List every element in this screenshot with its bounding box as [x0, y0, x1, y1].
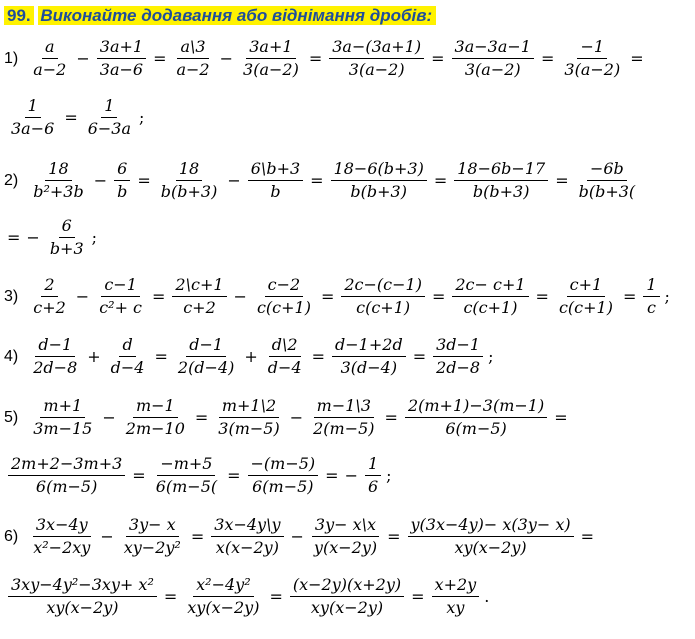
denominator: y(x−2y)	[313, 538, 378, 558]
denominator: x(x−2y)	[215, 538, 279, 558]
denominator: c(c+1)	[558, 298, 613, 318]
denominator: b	[270, 182, 281, 202]
fraction	[454, 160, 548, 202]
operator: =	[580, 527, 594, 547]
numerator: c+1	[567, 276, 606, 297]
numerator: 3y− x	[126, 516, 179, 537]
fraction	[240, 38, 302, 80]
fraction	[215, 397, 282, 439]
numerator: 18	[45, 160, 71, 181]
operator: =	[269, 587, 283, 607]
numerator: c−1	[101, 276, 140, 297]
numerator: 2m+2−3m+3	[8, 455, 125, 476]
operator: =	[153, 49, 167, 69]
item-label: 2)	[4, 171, 19, 189]
numerator: 3xy−4y²−3xy+ x²	[8, 576, 157, 597]
operator: −	[219, 49, 234, 69]
fraction	[30, 397, 95, 439]
denominator: 3a−6	[11, 119, 55, 139]
fraction	[47, 217, 87, 259]
fraction	[365, 455, 381, 497]
denominator: c²+ c	[99, 298, 143, 318]
fraction	[341, 276, 425, 318]
denominator: b	[117, 182, 128, 202]
operator: =	[320, 287, 335, 307]
fraction	[123, 397, 188, 439]
numerator: 3y− x\x	[312, 516, 379, 537]
item-label: 5)	[4, 408, 19, 426]
numerator: 3a−(3a+1)	[329, 38, 424, 59]
denominator: c(c+1)	[256, 298, 311, 318]
denominator: 2m−10	[125, 419, 185, 439]
denominator: 3(a−2)	[464, 60, 521, 80]
operator: +	[244, 347, 258, 367]
fraction	[248, 455, 319, 497]
fraction	[158, 160, 221, 202]
operator: =	[431, 49, 445, 69]
operator: =	[190, 527, 205, 547]
fraction	[175, 336, 238, 378]
denominator: xy(x−2y)	[46, 598, 119, 618]
numerator: a\3	[177, 38, 208, 59]
numerator: 2	[41, 276, 57, 297]
fraction	[433, 336, 483, 378]
operator: =	[7, 228, 21, 248]
operator: −	[75, 287, 90, 307]
operator: =	[152, 287, 166, 307]
numerator: d−1+2d	[332, 336, 406, 357]
denominator: 3(a−2)	[564, 60, 621, 80]
denominator: b+3	[49, 239, 84, 259]
fraction	[452, 276, 528, 318]
denominator: c(c+1)	[356, 298, 411, 318]
numerator: 18−6b−17	[454, 160, 548, 181]
denominator: c	[646, 298, 656, 318]
numerator: 2\c+1	[172, 276, 226, 297]
operator: −	[233, 287, 247, 307]
numerator: 3a+1	[246, 38, 295, 59]
punctuation: ;	[488, 347, 494, 367]
denominator: c+2	[33, 298, 66, 318]
operator: =	[384, 408, 398, 428]
operator: =	[554, 408, 568, 428]
exercise-number: 99.	[4, 6, 34, 25]
fraction	[331, 160, 427, 202]
numerator: x²−4y²	[193, 576, 253, 597]
solution-line-4	[4, 336, 494, 378]
numerator: y(3x−4y)− x(3y− x)	[408, 516, 574, 537]
operator: =	[622, 287, 637, 307]
fraction	[172, 276, 226, 318]
fraction	[184, 576, 262, 618]
fraction	[121, 516, 184, 558]
denominator: 3(m−5)	[218, 419, 280, 439]
fraction	[452, 38, 534, 80]
denominator: a−2	[33, 60, 67, 80]
numerator: 6\b+3	[248, 160, 303, 181]
fraction	[329, 38, 424, 80]
fraction	[332, 336, 406, 378]
item-label: 6)	[4, 527, 19, 545]
denominator: xy−2y²	[123, 538, 181, 558]
operator: −	[227, 171, 241, 191]
numerator: 1	[643, 276, 659, 297]
fraction	[254, 276, 314, 318]
operator: −	[93, 171, 108, 191]
fraction	[405, 397, 547, 439]
denominator: b(b+3)	[350, 182, 407, 202]
denominator: a−2	[176, 60, 210, 80]
numerator: (x−2y)(x+2y)	[290, 576, 404, 597]
denominator: d−4	[267, 358, 302, 378]
fraction	[30, 276, 69, 318]
operator: −	[290, 527, 304, 547]
fraction	[8, 97, 57, 139]
denominator: 2d−8	[436, 358, 481, 378]
denominator: 6−3a	[87, 119, 132, 139]
denominator: 6(m−5(	[155, 477, 218, 497]
operator: =	[433, 171, 448, 191]
solution-line-6-cont	[4, 576, 489, 618]
punctuation: ;	[91, 228, 98, 248]
fraction	[265, 336, 305, 378]
operator: −	[344, 466, 358, 486]
denominator: b²+3b	[33, 182, 84, 202]
fraction	[561, 38, 623, 80]
denominator: 6(m−5)	[445, 419, 507, 439]
denominator: b(b+3(	[578, 182, 636, 202]
denominator: xy(x−2y)	[310, 598, 384, 618]
numerator: d\2	[269, 336, 301, 357]
fraction	[30, 336, 80, 378]
denominator: 2d−8	[33, 358, 78, 378]
fraction	[153, 455, 220, 497]
numerator: 6	[114, 160, 130, 181]
numerator: −(m−5)	[248, 455, 319, 476]
punctuation: ;	[139, 108, 145, 128]
fraction	[8, 576, 157, 618]
operator: =	[154, 347, 168, 367]
fraction	[643, 276, 659, 318]
operator: =	[64, 108, 78, 128]
numerator: 2c−(c−1)	[341, 276, 425, 297]
denominator: 3(d−4)	[340, 358, 398, 378]
operator: =	[411, 587, 425, 607]
operator: −	[102, 408, 116, 428]
numerator: 1	[25, 97, 41, 118]
operator: =	[310, 171, 324, 191]
exercise-header	[4, 6, 436, 26]
numerator: 2c− c+1	[452, 276, 528, 297]
denominator: 2(m−5)	[313, 419, 375, 439]
numerator: d−1	[35, 336, 75, 357]
operator: −	[76, 49, 90, 69]
operator: =	[630, 49, 644, 69]
solution-line-3	[4, 276, 670, 318]
denominator: 6(m−5)	[35, 477, 98, 497]
fraction	[30, 160, 86, 202]
solution-line-2-cont	[4, 217, 97, 259]
numerator: −1	[577, 38, 607, 59]
fraction	[173, 38, 212, 80]
fraction	[211, 516, 283, 558]
numerator: m+1	[40, 397, 85, 418]
numerator: m−1	[133, 397, 178, 418]
fraction	[432, 576, 480, 618]
item-label: 1)	[4, 49, 19, 67]
solution-line-2	[4, 160, 642, 202]
numerator: a	[42, 38, 58, 59]
fraction	[114, 160, 130, 202]
fraction	[30, 38, 69, 80]
operator: =	[555, 171, 569, 191]
denominator: 6	[367, 477, 379, 497]
denominator: d−4	[110, 358, 145, 378]
numerator: 3a+1	[97, 38, 146, 59]
fraction	[576, 160, 639, 202]
denominator: c(c+1)	[463, 298, 518, 318]
fraction	[311, 516, 380, 558]
numerator: d−1	[186, 336, 226, 357]
solution-line-5	[4, 397, 571, 439]
denominator: xy(x−2y)	[187, 598, 260, 618]
fraction	[248, 160, 303, 202]
numerator: c−2	[265, 276, 304, 297]
operator: −	[26, 228, 40, 248]
operator: =	[325, 466, 339, 486]
fraction	[97, 38, 146, 80]
numerator: 18	[176, 160, 202, 181]
operator: =	[194, 408, 209, 428]
fraction	[408, 516, 574, 558]
denominator: xy(x−2y)	[454, 538, 527, 558]
solution-line-5-cont	[4, 455, 392, 497]
numerator: m−1\3	[314, 397, 374, 418]
numerator: 3a−3a−1	[452, 38, 534, 59]
numerator: m+1\2	[219, 397, 279, 418]
operator: −	[100, 527, 114, 547]
solution-line-6	[4, 516, 597, 558]
numerator: 3x−4y	[33, 516, 91, 537]
fraction	[290, 576, 404, 618]
operator: =	[431, 287, 446, 307]
denominator: 3a−6	[99, 60, 144, 80]
operator: =	[535, 287, 549, 307]
operator: =	[227, 466, 241, 486]
denominator: b(b+3)	[160, 182, 218, 202]
denominator: 3(a−2)	[348, 60, 405, 80]
numerator: 18−6(b+3)	[331, 160, 427, 181]
punctuation: .	[484, 587, 490, 607]
denominator: x²−2xy	[33, 538, 91, 558]
operator: =	[412, 347, 427, 367]
denominator: xy	[446, 598, 465, 618]
numerator: 3x−4y\y	[211, 516, 283, 537]
numerator: 1	[365, 455, 381, 476]
operator: +	[87, 347, 101, 367]
numerator: 3d−1	[433, 336, 483, 357]
fraction	[310, 397, 377, 439]
fraction	[556, 276, 616, 318]
fraction	[30, 516, 93, 558]
denominator: 6(m−5)	[252, 477, 314, 497]
exercise-title: Виконайте додавання або віднімання дробів:	[38, 6, 436, 25]
fraction	[108, 336, 148, 378]
item-label: 4)	[4, 347, 19, 365]
numerator: −m+5	[157, 455, 215, 476]
numerator: 2(m+1)−3(m−1)	[405, 397, 547, 418]
denominator: b(b+3)	[472, 182, 530, 202]
operator: =	[163, 587, 178, 607]
operator: =	[308, 49, 323, 69]
denominator: 3(a−2)	[243, 60, 299, 80]
fraction	[96, 276, 145, 318]
fraction	[85, 97, 134, 139]
numerator: d	[119, 336, 135, 357]
punctuation: ;	[386, 466, 392, 486]
operator: =	[311, 347, 326, 367]
solution-line-1-cont	[4, 97, 144, 139]
denominator: c+2	[183, 298, 216, 318]
item-label: 3)	[4, 287, 19, 305]
numerator: 6	[59, 217, 75, 238]
operator: =	[540, 49, 555, 69]
operator: −	[289, 408, 304, 428]
operator: =	[387, 527, 401, 547]
solution-line-1	[4, 38, 647, 80]
denominator: 2(d−4)	[177, 358, 235, 378]
denominator: 3m−15	[33, 419, 93, 439]
punctuation: ;	[664, 287, 670, 307]
operator: =	[132, 466, 146, 486]
operator: =	[137, 171, 151, 191]
fraction	[8, 455, 125, 497]
numerator: −6b	[587, 160, 627, 181]
numerator: x+2y	[432, 576, 480, 597]
numerator: 1	[101, 97, 117, 118]
